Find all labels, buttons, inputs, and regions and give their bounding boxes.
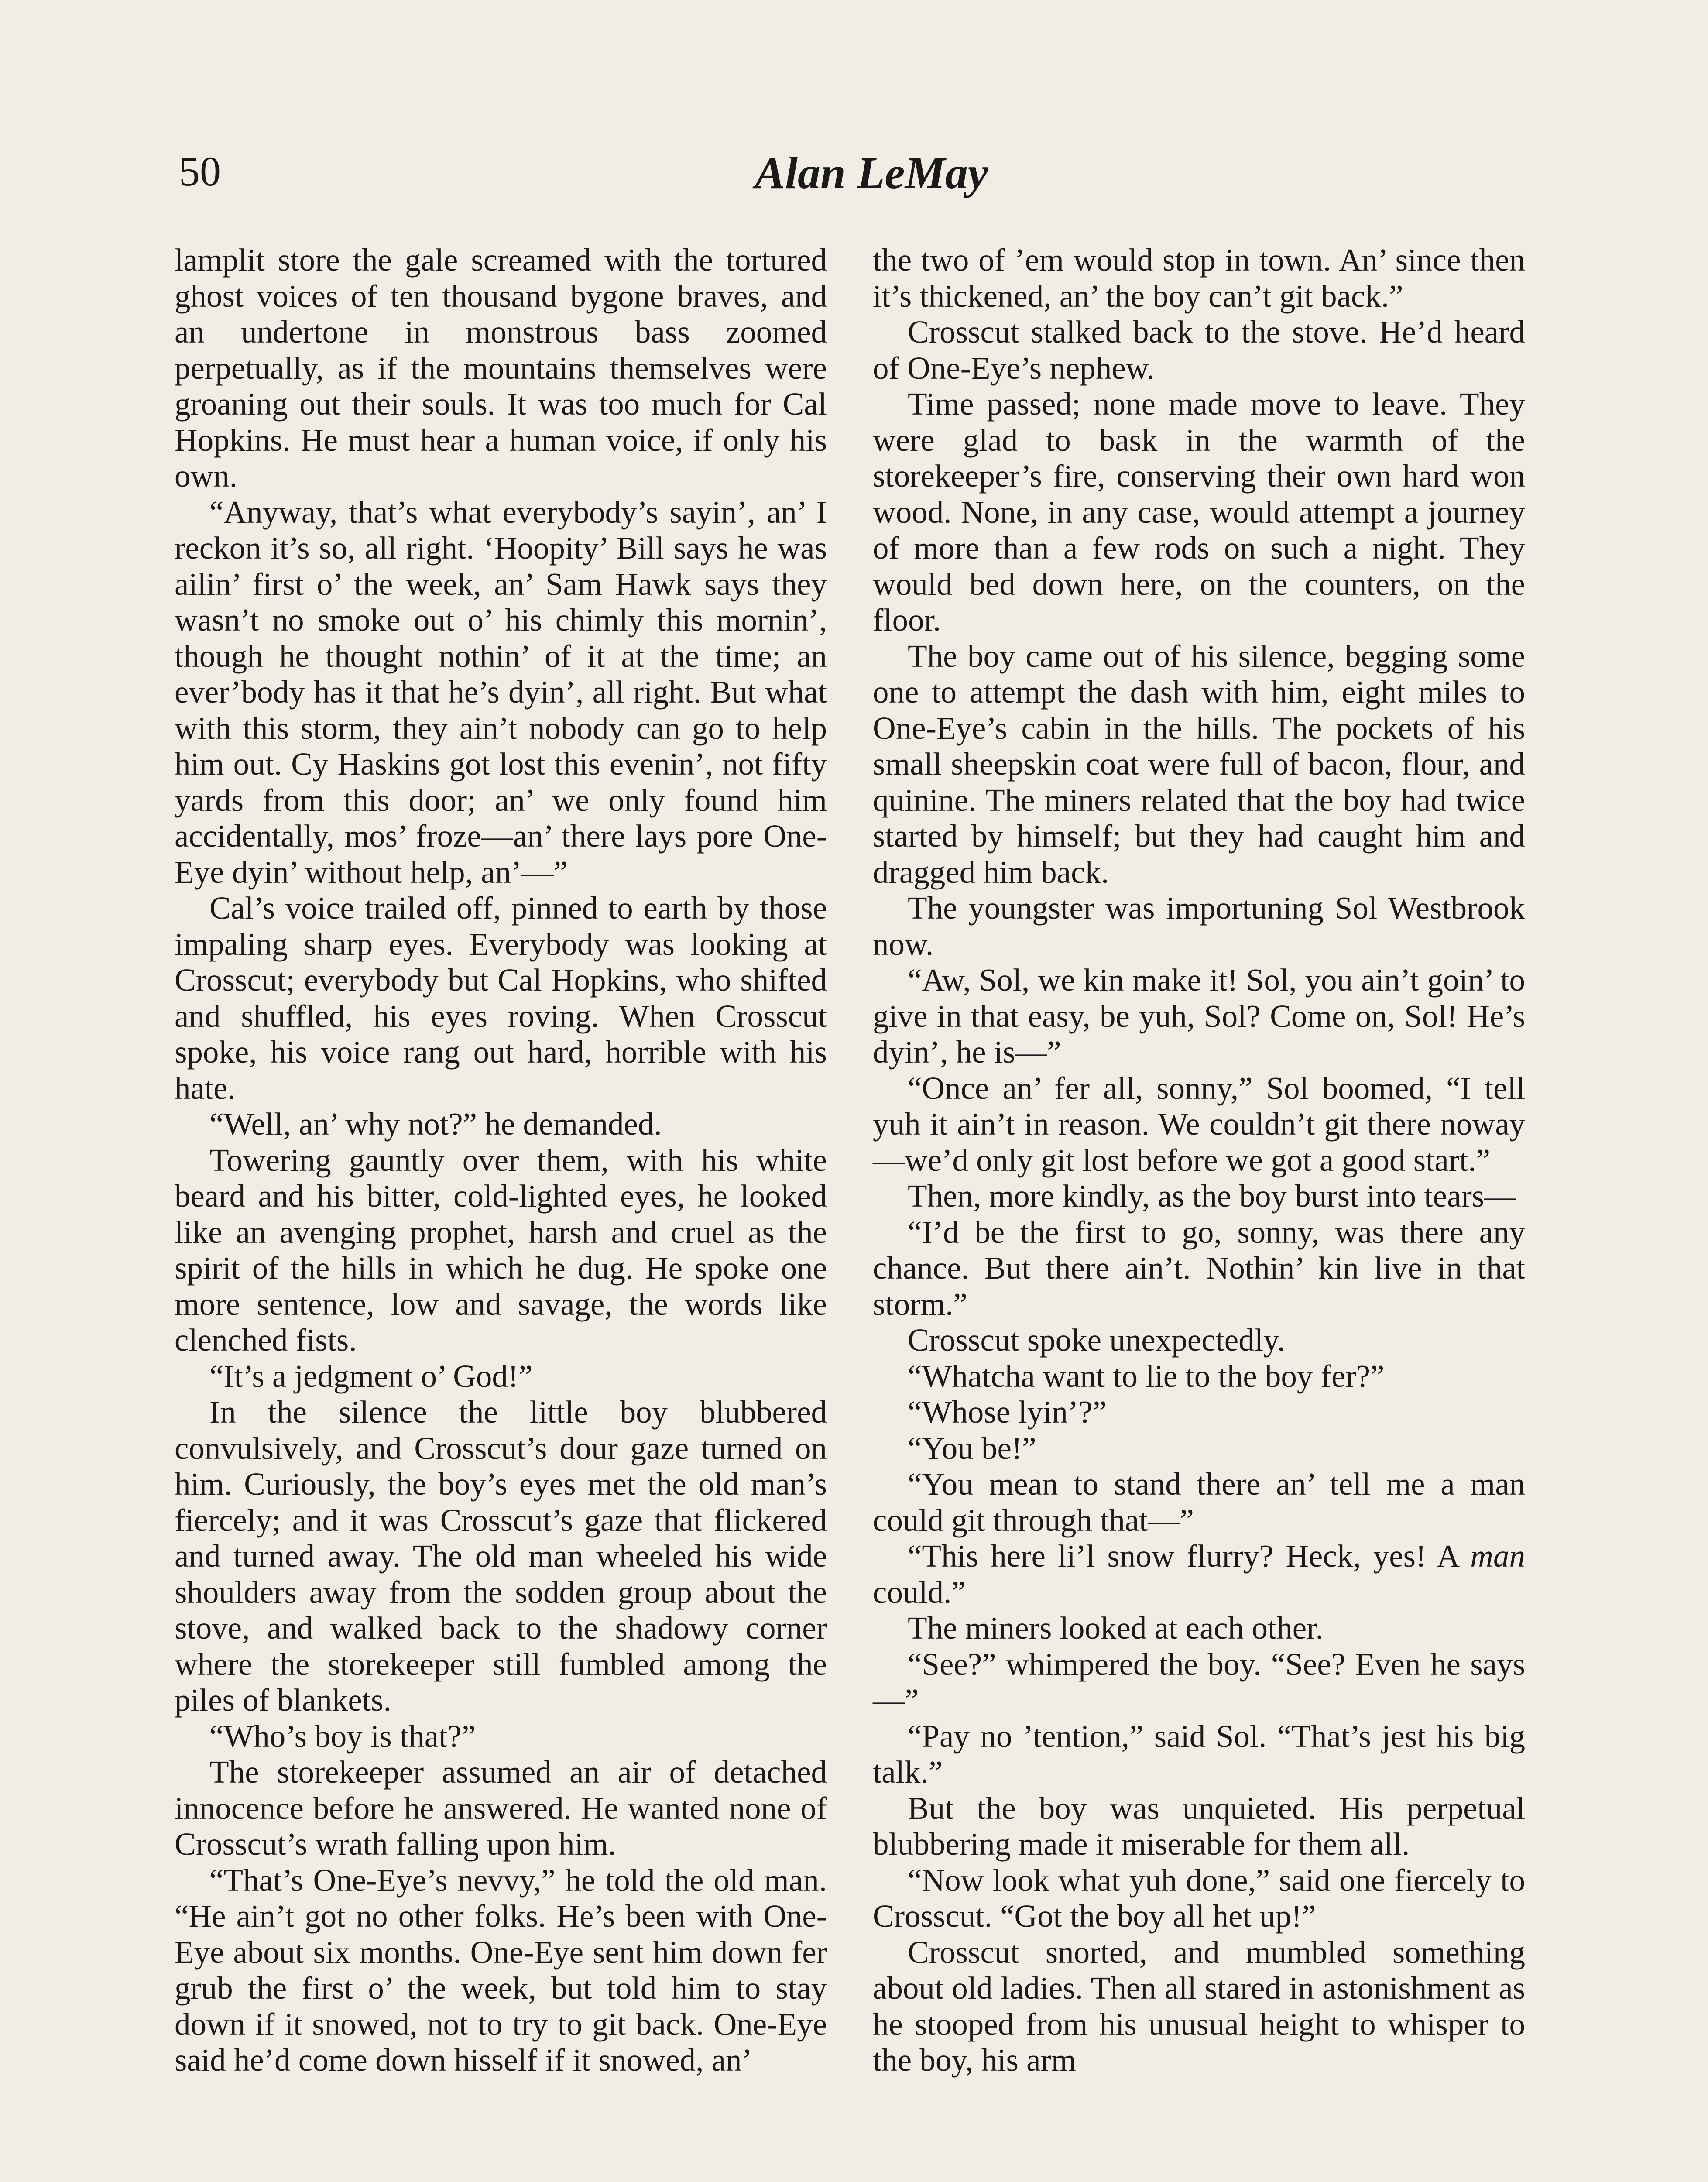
left-column [175,242,827,2079]
paragraph: the two of ’em would stop in town. An’ since then it’s thickened, an’ the boy can’t git back.” [873,242,1525,314]
text-run: could.” [873,1574,966,1610]
paragraph: Crosscut snorted, and mumbled something about old ladies. Then all stared in astonishment as he stooped from his unusual height to whisper to the boy, his arm [873,1934,1525,2078]
paragraph: The miners looked at each other. [908,1610,1324,1646]
text-run: “This here li’l snow flurry? Heck, yes! A [908,1538,1471,1574]
paragraph: The youngster was importuning Sol Westbrook now. [873,890,1525,962]
paragraph: “Whose lyin’?” [908,1394,1107,1430]
paragraph: “Anyway, that’s what everybody’s sayin’, an’ I reckon it’s so, all right. ‘Hoopity’ Bill says he was ailin’ first o’ the week, an’ Sam Hawk says they wasn’t no smoke out o’ his chimly this mornin’, though he thought nothin’ of it at the time; an ever’body has it that he’s dyin’, all right. But what with this storm, they ain’t nobody can go to help him out. Cy Haskins got lost this evenin’, not fifty yards from this door; an’ we only found him accidentally, mos’ froze—an’ there lays pore One-Eye dyin’ without help, an’—” [175,494,827,890]
running-title: Alan LeMay [755,148,988,198]
paragraph: In the silence the little boy blubbered convulsively, and Crosscut’s dour gaze turned on him. Curiously, the boy’s eyes met the old man’s fiercely; and it was Crosscut’s gaze that flickered and turned away. The old man wheeled his wide shoulders away from the sodden group about the stove, and walked back to the shadowy corner where the storekeeper still fumbled among the piles of blankets. [175,1394,827,1718]
paragraph: Time passed; none made move to leave. They were glad to bask in the warmth of the storekeeper’s fire, conserving their own hard won wood. None, in any case, would attempt a journey of more than a few rods on such a night. They would bed down here, on the counters, on the floor. [873,386,1525,638]
paragraph: “Once an’ fer all, sonny,” Sol boomed, “I tell yuh it ain’t in reason. We couldn’t git there noway—we’d only git lost before we got a good start.” [873,1070,1525,1178]
paragraph: Crosscut spoke unexpectedly. [908,1322,1285,1358]
right-column [873,242,1525,2079]
paragraph: Cal’s voice trailed off, pinned to earth by those impaling sharp eyes. Everybody was looking at Crosscut; everybody but Cal Hopkins, who shifted and shuffled, his eyes roving. When Crosscut spoke, his voice rang out hard, horrible with his hate. [175,890,827,1106]
paragraph: “You mean to stand there an’ tell me a man could git through that—” [873,1466,1525,1538]
italic-word: man [1470,1538,1525,1574]
paragraph: “I’d be the first to go, sonny, was there any chance. But there ain’t. Nothin’ kin live in that storm.” [873,1214,1525,1322]
paragraph: “See?” whimpered the boy. “See? Even he says—” [873,1646,1525,1718]
paragraph: The boy came out of his silence, begging some one to attempt the dash with him, eight miles to One-Eye’s cabin in the hills. The pockets of his small sheepskin coat were full of bacon, flour, and quinine. The miners related that the boy had twice started by himself; but they had caught him and dragged him back. [873,638,1525,890]
paragraph: But the boy was unquieted. His perpetual blubbering made it miserable for them all. [873,1790,1525,1862]
paragraph: Crosscut stalked back to the stove. He’d heard of One-Eye’s nephew. [873,314,1525,386]
paragraph: lamplit store the gale screamed with the tortured ghost voices of ten thousand bygone braves, and an undertone in monstrous bass zoomed perpetually, as if the mountains themselves were groaning out their souls. It was too much for Cal Hopkins. He must hear a human voice, if only his own. [175,242,827,494]
paragraph: “Pay no ’tention,” said Sol. “That’s jest his big talk.” [873,1718,1525,1790]
paragraph: Then, more kindly, as the boy burst into tears— [908,1178,1516,1214]
paragraph: “Whatcha want to lie to the boy fer?” [908,1358,1385,1394]
paragraph: “Aw, Sol, we kin make it! Sol, you ain’t goin’ to give in that easy, be yuh, Sol? Come on, Sol! He’s dyin’, he is—” [873,962,1525,1070]
paragraph-with-italic [873,1538,1525,1610]
paragraph: “That’s One-Eye’s nevvy,” he told the old man. “He ain’t got no other folks. He’s been with One-Eye about six months. One-Eye sent him down fer grub the first o’ the week, but told him to stay down if it snowed, not to try to git back. One-Eye said he’d come down hisself if it snowed, an’ [175,1862,827,2078]
paragraph: The storekeeper assumed an air of detached innocence before he answered. He wanted none of Crosscut’s wrath falling upon him. [175,1754,827,1862]
page-number: 50 [179,148,221,195]
paragraph: “It’s a jedgment o’ God!” [209,1358,533,1394]
paragraph: “Who’s boy is that?” [209,1718,476,1754]
paragraph: “You be!” [908,1430,1036,1466]
paragraph: “Well, an’ why not?” he demanded. [209,1106,662,1142]
paragraph: “Now look what yuh done,” said one fiercely to Crosscut. “Got the boy all het up!” [873,1862,1525,1934]
paragraph: Towering gauntly over them, with his white beard and his bitter, cold-lighted eyes, he looked like an avenging prophet, harsh and cruel as the spirit of the hills in which he dug. He spoke one more sentence, low and savage, the words like clenched fists. [175,1142,827,1358]
